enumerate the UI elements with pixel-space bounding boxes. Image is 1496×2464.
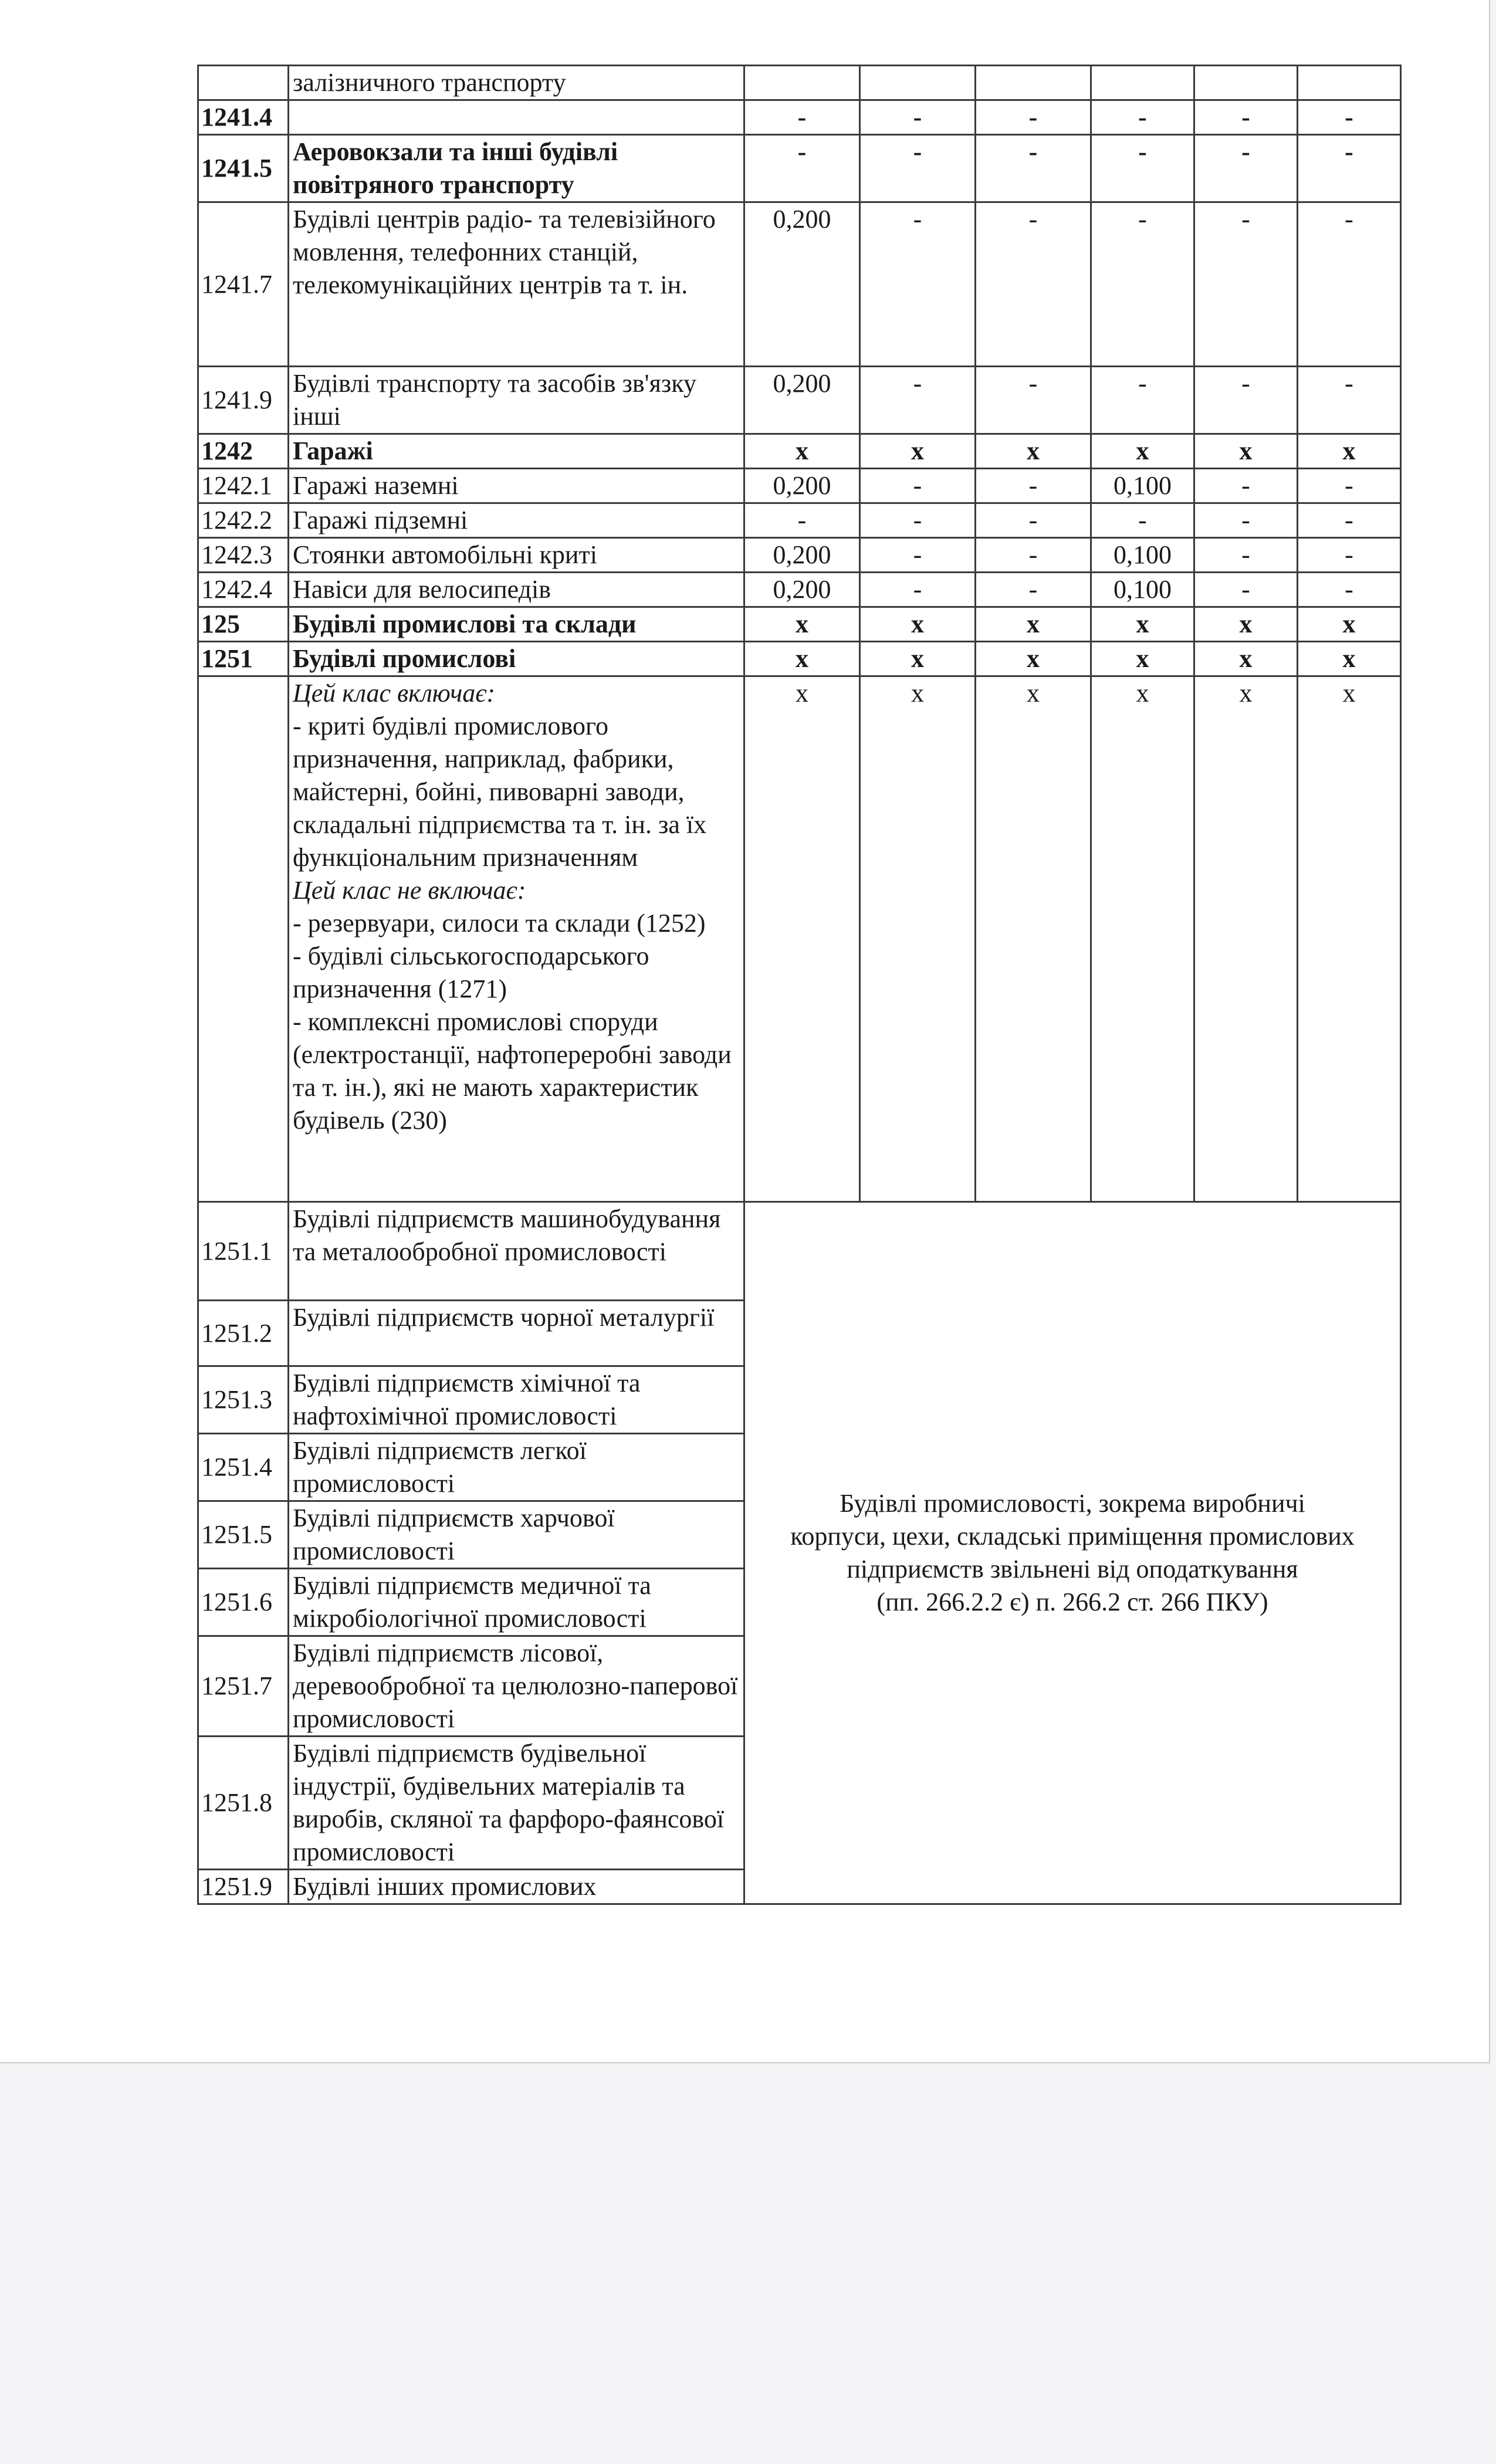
row-name: Будівлі підприємств медичної та мікробіологічної промисловості xyxy=(289,1569,744,1636)
rate-cell: - xyxy=(976,469,1091,503)
rate-cell: x xyxy=(1298,434,1401,469)
row-name: Будівлі інших промислових xyxy=(289,1870,744,1904)
rate-cell: - xyxy=(1091,367,1194,434)
rate-cell: - xyxy=(744,135,860,202)
excludes-item: - резервуари, силоси та склади (1252) xyxy=(293,909,706,937)
rate-cell: - xyxy=(860,503,976,538)
rate-cell: - xyxy=(976,202,1091,367)
rate-cell: 0,200 xyxy=(744,573,860,607)
rate-cell: x xyxy=(1194,607,1298,642)
table-row xyxy=(198,503,1401,538)
row-code: 1241.9 xyxy=(198,367,289,434)
rate-cell: - xyxy=(1298,538,1401,573)
row-name: Гаражі підземні xyxy=(289,503,744,538)
rate-cell: - xyxy=(1091,503,1194,538)
exemption-note-line: (пп. 266.2.2 є) п. 266.2 ст. 266 ПКУ) xyxy=(876,1588,1268,1616)
tax-rate-table xyxy=(197,65,1402,1905)
rate-cell: x xyxy=(1298,607,1401,642)
rate-cell: x xyxy=(1298,676,1401,1202)
row-name: Будівлі підприємств чорної металургії xyxy=(289,1301,744,1366)
rate-cell: x xyxy=(1194,642,1298,676)
rate-cell: - xyxy=(1091,202,1194,367)
exemption-note-line: Будівлі промисловості, зокрема виробничі xyxy=(840,1489,1305,1518)
rate-cell: 0,200 xyxy=(744,469,860,503)
rate-cell: 0,100 xyxy=(1091,469,1194,503)
rate-cell: - xyxy=(976,100,1091,135)
rate-cell xyxy=(1194,66,1298,100)
row-name: Будівлі транспорту та засобів зв'язку інші xyxy=(289,367,744,434)
rate-cell xyxy=(1298,66,1401,100)
rate-cell: x xyxy=(744,676,860,1202)
class-note-row xyxy=(198,676,1401,1202)
table-row xyxy=(198,538,1401,573)
rate-cell: - xyxy=(1298,469,1401,503)
row-code: 1251.4 xyxy=(198,1434,289,1501)
rate-cell xyxy=(1091,66,1194,100)
row-name: Будівлі центрів радіо- та телевізійного мовлення, телефонних станцій, телекомунікаційних центрів та т. ін. xyxy=(289,202,744,367)
row-code: 1241.7 xyxy=(198,202,289,367)
rate-cell: x xyxy=(1091,676,1194,1202)
row-name: Аеровокзали та інші будівлі повітряного транспорту xyxy=(289,135,744,202)
rate-cell: - xyxy=(976,367,1091,434)
rate-cell: x xyxy=(860,676,976,1202)
row-name: Будівлі підприємств хімічної та нафтохімічної промисловості xyxy=(289,1366,744,1434)
row-code: 1251.2 xyxy=(198,1301,289,1366)
row-code: 1241.4 xyxy=(198,100,289,135)
row-code: 1251.9 xyxy=(198,1870,289,1904)
rate-cell: 0,200 xyxy=(744,538,860,573)
class-note-cell xyxy=(289,676,744,1202)
table-row xyxy=(198,642,1401,676)
rate-cell: - xyxy=(1194,135,1298,202)
rate-cell: x xyxy=(1194,434,1298,469)
row-name: Будівлі підприємств харчової промисловості xyxy=(289,1501,744,1569)
includes-heading: Цей клас включає: xyxy=(293,679,496,708)
rate-cell: - xyxy=(860,469,976,503)
table-body xyxy=(198,66,1401,1904)
table-row xyxy=(198,66,1401,100)
rate-cell: - xyxy=(976,538,1091,573)
rate-cell: - xyxy=(1091,100,1194,135)
table-row xyxy=(198,135,1401,202)
excludes-heading: Цей клас не включає: xyxy=(293,876,526,905)
row-name: Будівлі промислові та склади xyxy=(289,607,744,642)
rate-cell: - xyxy=(1194,573,1298,607)
rate-cell: - xyxy=(1194,503,1298,538)
rate-cell: - xyxy=(860,202,976,367)
rate-cell: x xyxy=(744,642,860,676)
rate-cell: - xyxy=(860,573,976,607)
row-code: 1251.5 xyxy=(198,1501,289,1569)
rate-cell: x xyxy=(976,642,1091,676)
rate-cell: x xyxy=(1091,434,1194,469)
table-row xyxy=(198,1202,1401,1301)
table-row xyxy=(198,202,1401,367)
empty-code-cell xyxy=(198,676,289,1202)
rate-cell: - xyxy=(860,100,976,135)
table-row xyxy=(198,367,1401,434)
tax-exemption-note xyxy=(744,1202,1401,1904)
rate-cell: - xyxy=(1298,573,1401,607)
rate-cell: x xyxy=(1091,607,1194,642)
rate-cell: - xyxy=(976,135,1091,202)
rate-cell: - xyxy=(1298,100,1401,135)
rate-cell: - xyxy=(1298,503,1401,538)
row-code: 1242 xyxy=(198,434,289,469)
row-code: 1251.6 xyxy=(198,1569,289,1636)
rate-cell: x xyxy=(860,607,976,642)
rate-cell: 0,100 xyxy=(1091,573,1194,607)
rate-cell: x xyxy=(1194,676,1298,1202)
rate-cell: - xyxy=(860,538,976,573)
excludes-item: - комплексні промислові споруди (електростанції, нафтопереробні заводи та т. ін.), які не мають характеристик будівель (230) xyxy=(293,1007,732,1135)
rate-cell xyxy=(744,66,860,100)
rate-cell: x xyxy=(744,607,860,642)
rate-cell: - xyxy=(744,100,860,135)
row-name: Будівлі підприємств легкої промисловості xyxy=(289,1434,744,1501)
rate-cell: - xyxy=(860,367,976,434)
rate-cell: - xyxy=(1298,202,1401,367)
table-row xyxy=(198,573,1401,607)
row-name: Навіси для велосипедів xyxy=(289,573,744,607)
row-name: Будівлі підприємств будівельної індустрії, будівельних матеріалів та виробів, скляної та фарфоро-фаянсової промисловості xyxy=(289,1737,744,1870)
row-name xyxy=(289,100,744,135)
row-code: 1251 xyxy=(198,642,289,676)
row-code xyxy=(198,66,289,100)
rate-cell: - xyxy=(1194,538,1298,573)
excludes-item: - будівлі сільськогосподарського призначення (1271) xyxy=(293,942,649,1003)
row-code: 1242.4 xyxy=(198,573,289,607)
rate-cell: x xyxy=(976,434,1091,469)
rate-cell xyxy=(860,66,976,100)
rate-cell: - xyxy=(1194,367,1298,434)
rate-cell: - xyxy=(1194,100,1298,135)
rate-cell xyxy=(976,66,1091,100)
row-code: 125 xyxy=(198,607,289,642)
row-code: 1242.1 xyxy=(198,469,289,503)
table-row xyxy=(198,607,1401,642)
rate-cell: x xyxy=(976,607,1091,642)
table-row xyxy=(198,100,1401,135)
row-code: 1242.2 xyxy=(198,503,289,538)
rate-cell: - xyxy=(1298,135,1401,202)
row-name: Будівлі підприємств машинобудування та металообробної промисловості xyxy=(289,1202,744,1301)
rate-cell: - xyxy=(744,503,860,538)
row-code: 1241.5 xyxy=(198,135,289,202)
row-name: залізничного транспорту xyxy=(289,66,744,100)
row-code: 1251.7 xyxy=(198,1636,289,1737)
row-name: Будівлі підприємств лісової, деревообробної та целюлозно-паперової промисловості xyxy=(289,1636,744,1737)
table-row xyxy=(198,469,1401,503)
rate-cell: - xyxy=(1298,367,1401,434)
rate-cell: x xyxy=(860,434,976,469)
rate-cell: x xyxy=(860,642,976,676)
rate-cell: - xyxy=(976,573,1091,607)
rate-cell: - xyxy=(1194,202,1298,367)
rate-cell: x xyxy=(976,676,1091,1202)
row-name: Гаражі наземні xyxy=(289,469,744,503)
rate-cell: x xyxy=(1091,642,1194,676)
rate-cell: x xyxy=(1298,642,1401,676)
rate-cell: - xyxy=(976,503,1091,538)
exemption-note-line: підприємств звільнені від оподаткування xyxy=(847,1555,1298,1583)
row-name: Гаражі xyxy=(289,434,744,469)
rate-cell: 0,200 xyxy=(744,367,860,434)
row-code: 1242.3 xyxy=(198,538,289,573)
row-code: 1251.1 xyxy=(198,1202,289,1301)
rate-cell: 0,200 xyxy=(744,202,860,367)
includes-text: - криті будівлі промислового призначення, наприклад, фабрики, майстерні, бойні, пивоварні заводи, складальні підприємства та т. ін. за їх функціональним призначенням xyxy=(293,712,707,872)
row-code: 1251.8 xyxy=(198,1737,289,1870)
row-code: 1251.3 xyxy=(198,1366,289,1434)
rate-cell: 0,100 xyxy=(1091,538,1194,573)
rate-cell: - xyxy=(1194,469,1298,503)
table-row xyxy=(198,434,1401,469)
exemption-note-line: корпуси, цехи, складські приміщення промислових xyxy=(790,1522,1355,1551)
row-name: Будівлі промислові xyxy=(289,642,744,676)
rate-cell: - xyxy=(860,135,976,202)
rate-cell: - xyxy=(1091,135,1194,202)
rate-cell: x xyxy=(744,434,860,469)
row-name: Стоянки автомобільні криті xyxy=(289,538,744,573)
